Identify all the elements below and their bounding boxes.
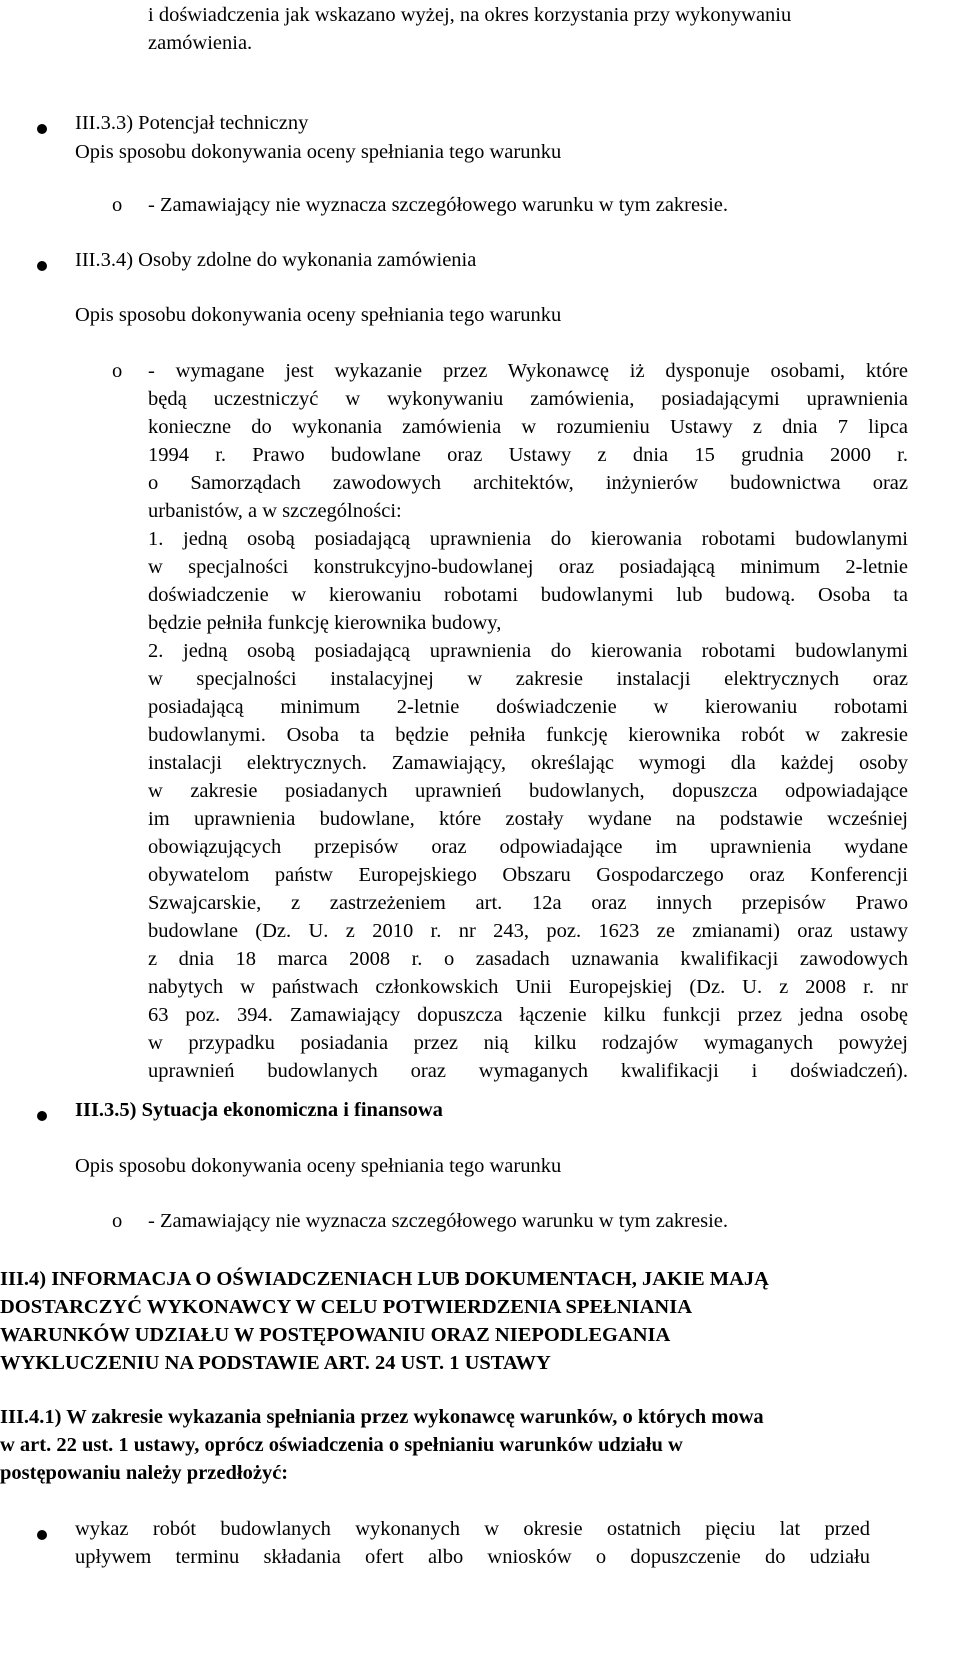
paragraph-line: 1. jedną osobą posiadającą uprawnienia do kierowania robotami budowlanymi xyxy=(148,528,908,550)
heading-line: postępowaniu należy przedłożyć: xyxy=(0,1462,289,1484)
section-desc-333: Opis sposobu dokonywania oceny spełniania tego warunku xyxy=(75,141,562,163)
heading-line: DOSTARCZYĆ WYKONAWCY W CELU POTWIERDZENIA SPEŁNIANIA xyxy=(0,1296,692,1318)
paragraph-line: obywatelom państw Europejskiego Obszaru Gospodarczego oraz Konferencji xyxy=(148,864,908,886)
intro-line: zamówienia. xyxy=(148,32,253,54)
paragraph-line: uprawnień budowlanych oraz wymaganych kwalifikacji i doświadczeń). xyxy=(148,1060,908,1082)
paragraph-line: w zakresie posiadanych uprawnień budowlanych, dopuszcza odpowiadające xyxy=(148,780,908,802)
intro-line: i doświadczenia jak wskazano wyżej, na okres korzystania przy wykonywaniu xyxy=(148,4,792,26)
paragraph-line: w specjalności konstrukcyjno-budowlanej oraz posiadającą minimum 2-letnie xyxy=(148,556,908,578)
paragraph-line: będzie pełniła funkcję kierownika budowy, xyxy=(148,612,502,634)
heading-line: WYKLUCZENIU NA PODSTAWIE ART. 24 UST. 1 USTAWY xyxy=(0,1352,551,1374)
paragraph-line: w specjalności instalacyjnej w zakresie instalacji elektrycznych oraz xyxy=(148,668,908,690)
sub-bullet-text: - Zamawiający nie wyznacza szczegółowego warunku w tym zakresie. xyxy=(148,194,728,216)
paragraph-line: 1994 r. Prawo budowlane oraz Ustawy z dnia 15 grudnia 2000 r. xyxy=(148,444,908,466)
paragraph-line: w przypadku posiadania przez nią kilku rodzajów wymaganych powyżej xyxy=(148,1032,908,1054)
paragraph-line: obowiązujących przepisów oraz odpowiadające im uprawnienia wydane xyxy=(148,836,908,858)
paragraph-line: - wymagane jest wykazanie przez Wykonawcę iż dysponuje osobami, które xyxy=(148,360,908,382)
heading-line: WARUNKÓW UDZIAŁU W POSTĘPOWANIU ORAZ NIEPODLEGANIA xyxy=(0,1324,671,1346)
paragraph-line: posiadającą minimum 2-letnie doświadczenie w kierowaniu robotami xyxy=(148,696,908,718)
bullet-icon xyxy=(37,1530,47,1540)
section-desc-334: Opis sposobu dokonywania oceny spełniania tego warunku xyxy=(75,304,562,326)
paragraph-line: Szwajcarskie, z zastrzeżeniem art. 12a oraz innych przepisów Prawo xyxy=(148,892,908,914)
sub-bullet-marker: o xyxy=(112,194,123,216)
heading-line: w art. 22 ust. 1 ustawy, oprócz oświadczenia o spełnianiu warunków udziału w xyxy=(0,1434,683,1456)
sub-bullet-marker: o xyxy=(112,1210,123,1232)
section-heading-334: III.3.4) Osoby zdolne do wykonania zamówienia xyxy=(75,249,477,271)
section-heading-335: III.3.5) Sytuacja ekonomiczna i finansowa xyxy=(75,1099,443,1121)
paragraph-line: z dnia 18 marca 2008 r. o zasadach uznawania kwalifikacji zawodowych xyxy=(148,948,908,970)
paragraph-line: o Samorządach zawodowych architektów, inżynierów budownictwa oraz xyxy=(148,472,908,494)
paragraph-line: budowlanymi. Osoba ta będzie pełniła funkcję kierownika robót w zakresie xyxy=(148,724,908,746)
paragraph-line: będą uczestniczyć w wykonywaniu zamówienia, posiadającymi uprawnienia xyxy=(148,388,908,410)
paragraph-line: budowlane (Dz. U. z 2010 r. nr 243, poz. 1623 ze zmianami) oraz ustawy xyxy=(148,920,908,942)
paragraph-line: urbanistów, a w szczególności: xyxy=(148,500,402,522)
sub-bullet-marker: o xyxy=(112,360,123,382)
paragraph-line: 63 poz. 394. Zamawiający dopuszcza łączenie kilku funkcji przez jedna osobę xyxy=(148,1004,908,1026)
bullet-line: wykaz robót budowlanych wykonanych w okresie ostatnich pięciu lat przed xyxy=(75,1518,870,1540)
paragraph-line: konieczne do wykonania zamówienia w rozumieniu Ustawy z dnia 7 lipca xyxy=(148,416,908,438)
bullet-icon xyxy=(37,1111,47,1121)
paragraph-line: nabytych w państwach członkowskich Unii Europejskiej (Dz. U. z 2008 r. nr xyxy=(148,976,908,998)
sub-bullet-text: - Zamawiający nie wyznacza szczegółowego warunku w tym zakresie. xyxy=(148,1210,728,1232)
heading-line: III.4.1) W zakresie wykazania spełniania przez wykonawcę warunków, o których mowa xyxy=(0,1406,764,1428)
section-desc-335: Opis sposobu dokonywania oceny spełniania tego warunku xyxy=(75,1155,562,1177)
paragraph-line: im uprawnienia budowlane, które zostały wydane na podstawie wcześniej xyxy=(148,808,908,830)
section-heading-333: III.3.3) Potencjał techniczny xyxy=(75,112,309,134)
paragraph-line: doświadczenie w kierowaniu robotami budowlanymi lub budową. Osoba ta xyxy=(148,584,908,606)
bullet-icon xyxy=(37,124,47,134)
paragraph-line: 2. jedną osobą posiadającą uprawnienia do kierowania robotami budowlanymi xyxy=(148,640,908,662)
heading-line: III.4) INFORMACJA O OŚWIADCZENIACH LUB DOKUMENTACH, JAKIE MAJĄ xyxy=(0,1268,769,1290)
bullet-icon xyxy=(37,261,47,271)
paragraph-line: instalacji elektrycznych. Zamawiający, określając wymogi dla każdej osoby xyxy=(148,752,908,774)
bullet-line: upływem terminu składania ofert albo wniosków o dopuszczenie do udziału xyxy=(75,1546,870,1568)
